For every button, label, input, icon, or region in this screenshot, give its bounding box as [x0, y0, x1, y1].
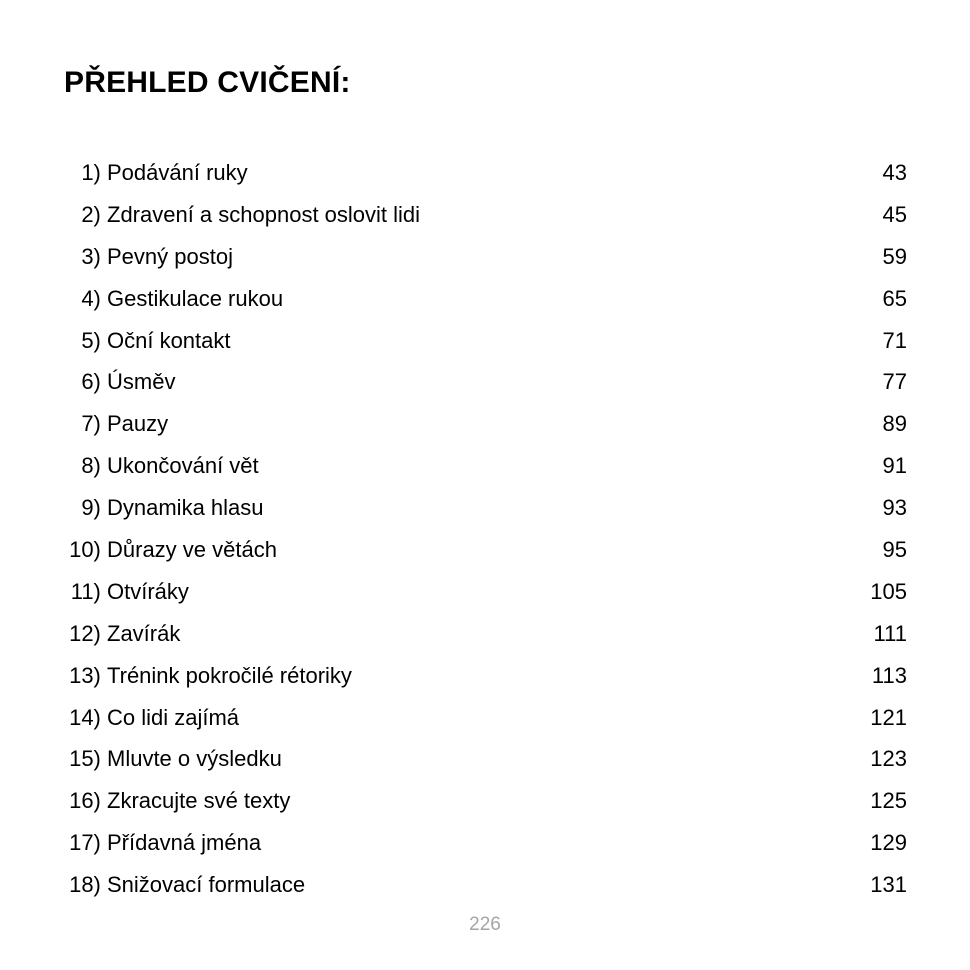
- toc-entry: [64, 864, 907, 906]
- toc-entry-page: 131: [870, 872, 907, 898]
- toc-entry: [64, 697, 907, 739]
- toc-entry-label: Zavírák: [107, 620, 181, 646]
- toc-entry-label: Důrazy ve větách: [107, 537, 277, 563]
- toc-entry-number: 15): [69, 746, 107, 772]
- toc-entry-number: 7): [81, 411, 107, 437]
- toc-entry-number: 6): [81, 369, 107, 395]
- toc-entry: [64, 152, 907, 194]
- toc-entry-label: Otvíráky: [107, 578, 189, 604]
- toc-entry-page: 77: [882, 369, 907, 395]
- toc-entry-label: Snižovací formulace: [107, 872, 306, 898]
- toc-entry-page: 129: [870, 830, 907, 856]
- toc-entry: [64, 655, 907, 697]
- toc-entry-label: Pevný postoj: [107, 243, 233, 269]
- toc-entry: [64, 529, 907, 571]
- toc-entry-label: Mluvte o výsledku: [107, 746, 282, 772]
- toc-entry: [64, 738, 907, 780]
- toc-entry-page: 65: [882, 285, 907, 311]
- toc-entry: [64, 571, 907, 613]
- toc-entry: [64, 194, 907, 236]
- toc-entry-number: 12): [69, 620, 107, 646]
- toc-entry-label: Zkracujte své texty: [107, 788, 291, 814]
- toc-entry-number: 18): [69, 872, 107, 898]
- toc-entry-number: 17): [69, 830, 107, 856]
- toc-entry-page: 113: [871, 662, 907, 688]
- page-number: 226: [469, 914, 501, 935]
- toc-entry-label: Podávání ruky: [107, 160, 248, 185]
- toc-entry-page: 125: [870, 788, 907, 814]
- toc-entry: [64, 403, 907, 445]
- toc-entry-label: Gestikulace rukou: [107, 285, 284, 311]
- toc-entry-label: Co lidi zajímá: [107, 704, 240, 730]
- toc-entry-page: 121: [870, 704, 907, 730]
- toc-entry-label: Dynamika hlasu: [107, 495, 264, 521]
- toc-entry-number: 14): [69, 704, 107, 730]
- toc-entry-page: 43: [882, 160, 907, 185]
- toc-entry-page: 111: [873, 620, 907, 646]
- toc-entry-page: 71: [882, 327, 907, 353]
- toc-entry: [64, 445, 907, 487]
- page-title: PŘEHLED CVIČENÍ:: [64, 66, 351, 99]
- toc-entry-page: 105: [870, 578, 907, 604]
- toc-entry: [64, 780, 907, 822]
- toc-entry-label: Ukončování vět: [107, 453, 259, 479]
- table-of-contents: [64, 152, 907, 906]
- toc-entry-number: 9): [81, 495, 107, 521]
- toc-entry-number: 2): [81, 201, 107, 227]
- toc-entry: [64, 822, 907, 864]
- toc-entry: [64, 487, 907, 529]
- toc-entry-number: 16): [69, 788, 107, 814]
- toc-entry-number: 5): [81, 327, 107, 353]
- toc-entry-label: Pauzy: [107, 411, 169, 437]
- toc-entry-page: 91: [882, 453, 907, 479]
- toc-entry: [64, 320, 907, 362]
- toc-entry-page: 45: [882, 201, 907, 227]
- toc-entry-label: Oční kontakt: [107, 327, 231, 353]
- toc-entry-number: 10): [69, 537, 107, 563]
- toc-entry: [64, 361, 907, 403]
- toc-entry: [64, 236, 907, 278]
- toc-entry-number: 1): [81, 160, 107, 185]
- toc-entry-number: 13): [69, 662, 107, 688]
- toc-entry-page: 123: [870, 746, 907, 772]
- toc-entry-page: 95: [882, 537, 907, 563]
- toc-entry-number: 4): [81, 285, 107, 311]
- toc-entry-number: 11): [70, 578, 107, 604]
- toc-entry: [64, 613, 907, 655]
- toc-entry: [64, 278, 907, 320]
- toc-entry-page: 89: [882, 411, 907, 437]
- toc-entry-page: 59: [882, 243, 907, 269]
- toc-entry-label: Úsměv: [107, 369, 176, 395]
- toc-entry-number: 3): [81, 243, 107, 269]
- toc-entry-label: Přídavná jména: [107, 830, 262, 856]
- toc-entry-page: 93: [882, 495, 907, 521]
- toc-entry-label: Zdravení a schopnost oslovit lidi: [107, 201, 421, 227]
- toc-entry-label: Trénink pokročilé rétoriky: [107, 662, 352, 688]
- toc-entry-number: 8): [81, 453, 107, 479]
